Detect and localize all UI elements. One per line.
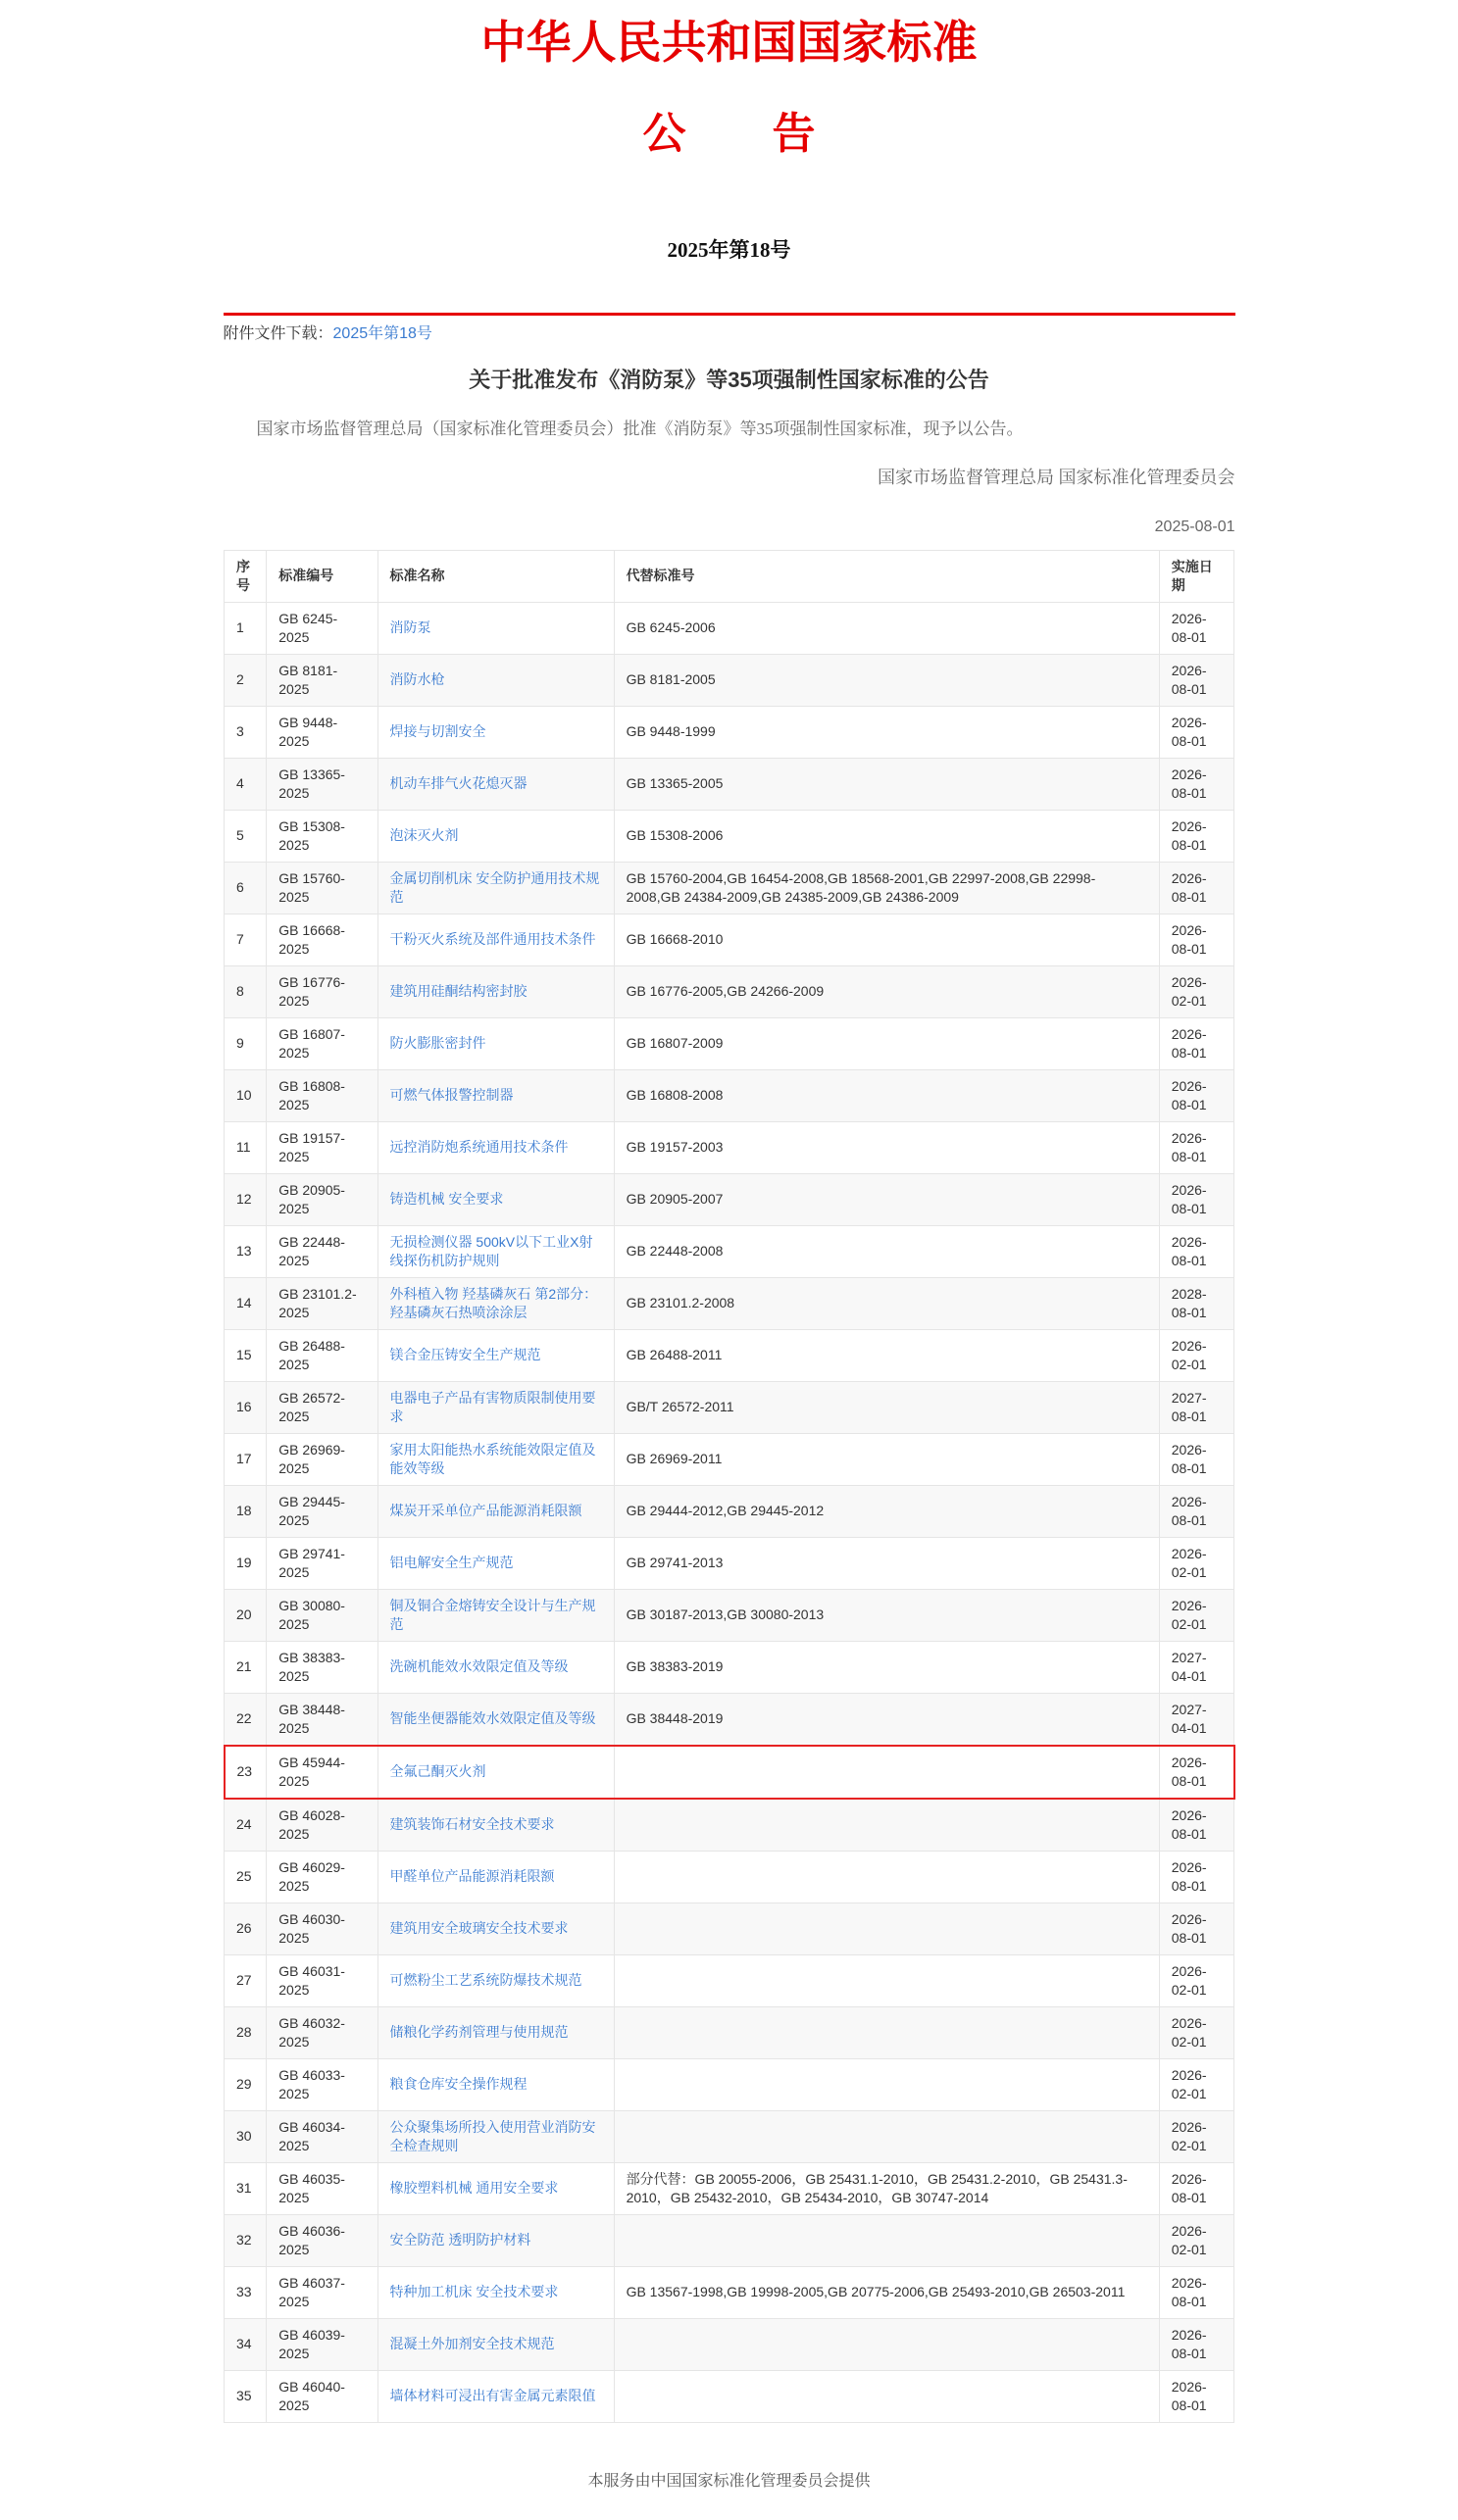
replaced-standards-cell: GB 13567-1998,GB 19998-2005,GB 20775-2006,GB 25493-2010,GB 26503-2011 xyxy=(614,2266,1159,2318)
row-index-cell: 31 xyxy=(225,2162,267,2214)
standard-name-cell xyxy=(377,2006,614,2058)
standard-code-cell: GB 46031-2025 xyxy=(267,1954,377,2006)
implementation-date-cell: 2026-08-01 xyxy=(1159,810,1233,862)
signature-date: 2025-08-01 xyxy=(1154,518,1235,535)
standard-code-cell: GB 30080-2025 xyxy=(267,1589,377,1641)
row-index-cell: 29 xyxy=(225,2058,267,2110)
standard-code-cell: GB 46033-2025 xyxy=(267,2058,377,2110)
replaced-standards-cell: GB 16668-2010 xyxy=(614,914,1159,965)
table-row xyxy=(225,2058,1234,2110)
standard-code-cell: GB 6245-2025 xyxy=(267,602,377,654)
implementation-date-cell: 2026-08-01 xyxy=(1159,654,1233,706)
implementation-date-cell: 2026-08-01 xyxy=(1159,2318,1233,2370)
standard-code-cell: GB 26488-2025 xyxy=(267,1329,377,1381)
replaced-standards-cell: GB 26969-2011 xyxy=(614,1433,1159,1485)
standard-name-link[interactable]: 家用太阳能热水系统能效限定值及能效等级 xyxy=(389,1441,596,1476)
standard-code-cell: GB 26969-2025 xyxy=(267,1433,377,1485)
table-row xyxy=(225,2162,1234,2214)
page-container xyxy=(224,0,1235,2520)
standard-code-cell: GB 16776-2025 xyxy=(267,965,377,1017)
header-index: 序号 xyxy=(225,550,267,602)
standard-name-cell xyxy=(377,1693,614,1746)
standard-name-link[interactable]: 混凝土外加剂安全技术规范 xyxy=(389,2336,555,2352)
table-row xyxy=(225,2318,1234,2370)
standard-name-link[interactable]: 粮食仓库安全操作规程 xyxy=(389,2076,528,2093)
replaced-standards-cell xyxy=(614,1851,1159,1902)
implementation-date-cell: 2026-08-01 xyxy=(1159,1746,1233,1799)
implementation-date-cell: 2026-08-01 xyxy=(1159,1433,1233,1485)
standard-code-cell: GB 46034-2025 xyxy=(267,2110,377,2162)
replaced-standards-cell: GB 19157-2003 xyxy=(614,1121,1159,1173)
table-row xyxy=(225,1173,1234,1225)
standard-name-link[interactable]: 可燃气体报警控制器 xyxy=(389,1087,514,1104)
replaced-standards-cell: GB 8181-2005 xyxy=(614,654,1159,706)
replaced-standards-cell xyxy=(614,2110,1159,2162)
standard-name-link[interactable]: 消防泵 xyxy=(389,619,431,636)
standard-name-cell xyxy=(377,1277,614,1329)
standard-name-cell xyxy=(377,1902,614,1954)
row-index-cell: 15 xyxy=(225,1329,267,1381)
header-implementation-date: 实施日期 xyxy=(1159,550,1233,602)
implementation-date-cell: 2026-02-01 xyxy=(1159,1589,1233,1641)
table-row xyxy=(225,2370,1234,2422)
implementation-date-cell: 2026-08-01 xyxy=(1159,1173,1233,1225)
row-index-cell: 32 xyxy=(225,2214,267,2266)
replaced-standards-cell xyxy=(614,2006,1159,2058)
replaced-standards-cell xyxy=(614,2318,1159,2370)
implementation-date-cell: 2026-08-01 xyxy=(1159,1485,1233,1537)
standard-code-cell: GB 46036-2025 xyxy=(267,2214,377,2266)
standard-code-cell: GB 46030-2025 xyxy=(267,1902,377,1954)
standard-name-cell xyxy=(377,758,614,810)
row-index-cell: 24 xyxy=(225,1799,267,1852)
table-row xyxy=(225,1277,1234,1329)
notice-body-paragraph: 国家市场监督管理总局（国家标准化管理委员会）批准《消防泵》等35项强制性国家标准，现予以公告。 xyxy=(256,419,1024,438)
standard-name-cell xyxy=(377,2266,614,2318)
row-index-cell: 26 xyxy=(225,1902,267,1954)
implementation-date-cell: 2026-02-01 xyxy=(1159,2058,1233,2110)
standard-name-cell xyxy=(377,2110,614,2162)
standard-name-link[interactable]: 机动车排气火花熄灭器 xyxy=(389,775,528,792)
standard-name-link[interactable]: 泡沫灭火剂 xyxy=(389,827,459,844)
standard-code-cell: GB 45944-2025 xyxy=(267,1746,377,1799)
replaced-standards-cell: GB 38448-2019 xyxy=(614,1693,1159,1746)
standard-name-link[interactable]: 墙体材料可浸出有害金属元素限值 xyxy=(389,2388,596,2404)
standard-name-cell xyxy=(377,2058,614,2110)
standard-name-link[interactable]: 无损检测仪器 500kV以下工业X射线探伤机防护规则 xyxy=(389,1233,593,1268)
replaced-standards-cell xyxy=(614,2058,1159,2110)
row-index-cell: 11 xyxy=(225,1121,267,1173)
row-index-cell: 6 xyxy=(225,862,267,914)
standard-name-cell xyxy=(377,654,614,706)
standard-name-link[interactable]: 煤炭开采单位产品能源消耗限额 xyxy=(389,1503,582,1519)
standard-code-cell: GB 38383-2025 xyxy=(267,1641,377,1693)
replaced-standards-cell: GB 9448-1999 xyxy=(614,706,1159,758)
standard-name-cell xyxy=(377,706,614,758)
table-row xyxy=(225,1746,1234,1799)
implementation-date-cell: 2026-08-01 xyxy=(1159,1902,1233,1954)
standard-name-link[interactable]: 洗碗机能效水效限定值及等级 xyxy=(389,1658,569,1675)
table-row xyxy=(225,1693,1234,1746)
replaced-standards-cell: GB 15760-2004,GB 16454-2008,GB 18568-2001,GB 22997-2008,GB 22998-2008,GB 24384-2009,GB 24385-2009,GB 24386-2009 xyxy=(614,862,1159,914)
row-index-cell: 25 xyxy=(225,1851,267,1902)
standard-code-cell: GB 8181-2025 xyxy=(267,654,377,706)
standard-name-link[interactable]: 建筑装饰石材安全技术要求 xyxy=(389,1816,555,1833)
implementation-date-cell: 2026-08-01 xyxy=(1159,602,1233,654)
issuing-authority-signature: 国家市场监督管理总局 国家标准化管理委员会 xyxy=(878,467,1235,487)
standard-name-link[interactable]: 消防水枪 xyxy=(389,671,445,688)
table-row xyxy=(225,1069,1234,1121)
standard-name-cell xyxy=(377,1381,614,1433)
row-index-cell: 34 xyxy=(225,2318,267,2370)
implementation-date-cell: 2026-08-01 xyxy=(1159,2370,1233,2422)
implementation-date-cell: 2026-08-01 xyxy=(1159,1017,1233,1069)
standard-code-cell: GB 22448-2025 xyxy=(267,1225,377,1277)
implementation-date-cell: 2026-08-01 xyxy=(1159,1225,1233,1277)
implementation-date-cell: 2027-04-01 xyxy=(1159,1693,1233,1746)
standard-code-cell: GB 16807-2025 xyxy=(267,1017,377,1069)
standard-name-link[interactable]: 公众聚集场所投入使用营业消防安全检查规则 xyxy=(389,2118,596,2153)
implementation-date-cell: 2026-08-01 xyxy=(1159,914,1233,965)
standard-code-cell: GB 29445-2025 xyxy=(267,1485,377,1537)
table-row xyxy=(225,2214,1234,2266)
row-index-cell: 33 xyxy=(225,2266,267,2318)
replaced-standards-cell: GB 23101.2-2008 xyxy=(614,1277,1159,1329)
standard-name-link[interactable]: 铜及铜合金熔铸安全设计与生产规范 xyxy=(389,1597,596,1632)
standard-code-cell: GB 15760-2025 xyxy=(267,862,377,914)
table-row xyxy=(225,2006,1234,2058)
standard-name-link[interactable]: 焊接与切割安全 xyxy=(389,723,486,740)
row-index-cell: 19 xyxy=(225,1537,267,1589)
standard-name-link[interactable]: 电器电子产品有害物质限制使用要求 xyxy=(389,1389,596,1424)
standard-name-cell xyxy=(377,1173,614,1225)
standard-name-cell xyxy=(377,1017,614,1069)
standard-code-cell: GB 13365-2025 xyxy=(267,758,377,810)
standard-name-cell xyxy=(377,1485,614,1537)
standard-name-cell xyxy=(377,1329,614,1381)
row-index-cell: 5 xyxy=(225,810,267,862)
row-index-cell: 14 xyxy=(225,1277,267,1329)
implementation-date-cell: 2026-08-01 xyxy=(1159,1851,1233,1902)
attachment-download-link[interactable]: 2025年第18号 xyxy=(332,324,432,342)
replaced-standards-cell: 部分代替：GB 20055-2006，GB 25431.1-2010，GB 25431.2-2010，GB 25431.3-2010，GB 25432-2010，GB 25434-2010，GB 30747-2014 xyxy=(614,2162,1159,2214)
doc-subtitle-announcement: 公 告 xyxy=(642,109,816,158)
standards-table xyxy=(224,550,1235,2423)
replaced-standards-cell xyxy=(614,1799,1159,1852)
row-index-cell: 7 xyxy=(225,914,267,965)
standard-name-cell xyxy=(377,2214,614,2266)
table-row xyxy=(225,602,1234,654)
table-row xyxy=(225,2266,1234,2318)
standard-name-link[interactable]: 建筑用硅酮结构密封胶 xyxy=(389,983,528,1000)
row-index-cell: 30 xyxy=(225,2110,267,2162)
table-header-row xyxy=(225,550,1234,602)
table-row xyxy=(225,1641,1234,1693)
row-index-cell: 17 xyxy=(225,1433,267,1485)
standard-name-link[interactable]: 储粮化学药剂管理与使用规范 xyxy=(389,2024,569,2041)
replaced-standards-cell xyxy=(614,1902,1159,1954)
table-row xyxy=(225,1589,1234,1641)
standard-code-cell: GB 46037-2025 xyxy=(267,2266,377,2318)
replaced-standards-cell xyxy=(614,2370,1159,2422)
table-row xyxy=(225,810,1234,862)
table-row xyxy=(225,1329,1234,1381)
row-index-cell: 28 xyxy=(225,2006,267,2058)
table-row xyxy=(225,862,1234,914)
row-index-cell: 9 xyxy=(225,1017,267,1069)
implementation-date-cell: 2026-02-01 xyxy=(1159,2110,1233,2162)
implementation-date-cell: 2026-02-01 xyxy=(1159,965,1233,1017)
standard-code-cell: GB 20905-2025 xyxy=(267,1173,377,1225)
implementation-date-cell: 2026-08-01 xyxy=(1159,758,1233,810)
table-row xyxy=(225,1381,1234,1433)
row-index-cell: 21 xyxy=(225,1641,267,1693)
standard-name-link[interactable]: 干粉灭火系统及部件通用技术条件 xyxy=(389,931,596,948)
table-row xyxy=(225,1225,1234,1277)
header-standard-name: 标准名称 xyxy=(377,550,614,602)
table-row xyxy=(225,706,1234,758)
standard-code-cell: GB 29741-2025 xyxy=(267,1537,377,1589)
row-index-cell: 22 xyxy=(225,1693,267,1746)
standard-name-cell xyxy=(377,965,614,1017)
standard-code-cell: GB 46029-2025 xyxy=(267,1851,377,1902)
standard-name-cell xyxy=(377,2318,614,2370)
standard-code-cell: GB 46028-2025 xyxy=(267,1799,377,1852)
standard-name-link[interactable]: 铝电解安全生产规范 xyxy=(389,1555,514,1571)
standard-name-cell xyxy=(377,1799,614,1852)
standard-code-cell: GB 46035-2025 xyxy=(267,2162,377,2214)
standard-name-link[interactable]: 镁合金压铸安全生产规范 xyxy=(389,1347,541,1363)
standard-code-cell: GB 16808-2025 xyxy=(267,1069,377,1121)
table-row xyxy=(225,2110,1234,2162)
standard-name-link[interactable]: 橡胶塑料机械 通用安全要求 xyxy=(389,2180,559,2197)
implementation-date-cell: 2026-02-01 xyxy=(1159,1954,1233,2006)
footer-note: 本服务由中国国家标准化管理委员会提供 xyxy=(587,2472,871,2490)
standard-name-link[interactable]: 甲醛单位产品能源消耗限额 xyxy=(389,1868,555,1885)
standard-name-link[interactable]: 可燃粉尘工艺系统防爆技术规范 xyxy=(389,1972,582,1989)
standard-code-cell: GB 46039-2025 xyxy=(267,2318,377,2370)
replaced-standards-cell: GB 30187-2013,GB 30080-2013 xyxy=(614,1589,1159,1641)
implementation-date-cell: 2026-08-01 xyxy=(1159,1799,1233,1852)
row-index-cell: 4 xyxy=(225,758,267,810)
standard-name-link[interactable]: 特种加工机床 安全技术要求 xyxy=(389,2284,559,2300)
row-index-cell: 27 xyxy=(225,1954,267,2006)
standard-name-cell xyxy=(377,1954,614,2006)
row-index-cell: 8 xyxy=(225,965,267,1017)
replaced-standards-cell: GB 16808-2008 xyxy=(614,1069,1159,1121)
row-index-cell: 20 xyxy=(225,1589,267,1641)
table-row xyxy=(225,1433,1234,1485)
implementation-date-cell: 2027-04-01 xyxy=(1159,1641,1233,1693)
implementation-date-cell: 2026-02-01 xyxy=(1159,1537,1233,1589)
standard-name-link[interactable]: 建筑用安全玻璃安全技术要求 xyxy=(389,1920,569,1937)
header-replaced-standards: 代替标准号 xyxy=(614,550,1159,602)
replaced-standards-cell: GB 38383-2019 xyxy=(614,1641,1159,1693)
standard-name-link[interactable]: 智能坐便器能效水效限定值及等级 xyxy=(389,1710,596,1727)
replaced-standards-cell: GB 6245-2006 xyxy=(614,602,1159,654)
attachment-download-line xyxy=(224,322,1235,346)
replaced-standards-cell: GB 16776-2005,GB 24266-2009 xyxy=(614,965,1159,1017)
standard-name-cell xyxy=(377,1225,614,1277)
replaced-standards-cell: GB 20905-2007 xyxy=(614,1173,1159,1225)
implementation-date-cell: 2026-08-01 xyxy=(1159,1121,1233,1173)
notice-title: 关于批准发布《消防泵》等35项强制性国家标准的公告 xyxy=(469,367,989,392)
standard-name-link[interactable]: 外科植入物 羟基磷灰石 第2部分：羟基磷灰石热喷涂涂层 xyxy=(389,1285,598,1320)
row-index-cell: 3 xyxy=(225,706,267,758)
row-index-cell: 13 xyxy=(225,1225,267,1277)
table-row xyxy=(225,1902,1234,1954)
implementation-date-cell: 2026-02-01 xyxy=(1159,2006,1233,2058)
implementation-date-cell: 2026-02-01 xyxy=(1159,2214,1233,2266)
red-divider xyxy=(224,313,1235,316)
replaced-standards-cell: GB 16807-2009 xyxy=(614,1017,1159,1069)
row-index-cell: 1 xyxy=(225,602,267,654)
row-index-cell: 23 xyxy=(225,1746,267,1799)
standard-name-cell xyxy=(377,1121,614,1173)
implementation-date-cell: 2026-08-01 xyxy=(1159,862,1233,914)
implementation-date-cell: 2026-08-01 xyxy=(1159,706,1233,758)
standard-code-cell: GB 46032-2025 xyxy=(267,2006,377,2058)
table-row xyxy=(225,1799,1234,1852)
standard-name-link[interactable]: 铸造机械 安全要求 xyxy=(389,1191,504,1208)
standard-code-cell: GB 26572-2025 xyxy=(267,1381,377,1433)
standard-name-link[interactable]: 金属切削机床 安全防护通用技术规范 xyxy=(389,869,600,905)
issue-number: 2025年第18号 xyxy=(667,237,791,262)
standard-name-cell xyxy=(377,1537,614,1589)
standard-code-cell: GB 15308-2025 xyxy=(267,810,377,862)
standard-code-cell: GB 19157-2025 xyxy=(267,1121,377,1173)
standard-name-cell xyxy=(377,1746,614,1799)
row-index-cell: 18 xyxy=(225,1485,267,1537)
table-row xyxy=(225,914,1234,965)
table-row xyxy=(225,1537,1234,1589)
replaced-standards-cell: GB 22448-2008 xyxy=(614,1225,1159,1277)
replaced-standards-cell: GB 26488-2011 xyxy=(614,1329,1159,1381)
standard-name-cell xyxy=(377,1433,614,1485)
standard-code-cell: GB 9448-2025 xyxy=(267,706,377,758)
table-row xyxy=(225,1017,1234,1069)
table-row xyxy=(225,1954,1234,2006)
standard-name-cell xyxy=(377,1589,614,1641)
replaced-standards-cell xyxy=(614,1746,1159,1799)
standard-name-cell xyxy=(377,810,614,862)
doc-title: 中华人民共和国国家标准 xyxy=(480,18,978,68)
row-index-cell: 35 xyxy=(225,2370,267,2422)
header-standard-code: 标准编号 xyxy=(267,550,377,602)
standard-name-cell xyxy=(377,914,614,965)
row-index-cell: 2 xyxy=(225,654,267,706)
table-row xyxy=(225,758,1234,810)
implementation-date-cell: 2026-08-01 xyxy=(1159,2266,1233,2318)
replaced-standards-cell: GB 15308-2006 xyxy=(614,810,1159,862)
standard-name-cell xyxy=(377,602,614,654)
standard-name-cell xyxy=(377,1069,614,1121)
replaced-standards-cell xyxy=(614,1954,1159,2006)
implementation-date-cell: 2026-08-01 xyxy=(1159,2162,1233,2214)
standard-name-cell xyxy=(377,862,614,914)
table-row xyxy=(225,1485,1234,1537)
replaced-standards-cell: GB 29741-2013 xyxy=(614,1537,1159,1589)
table-row xyxy=(225,1121,1234,1173)
standard-code-cell: GB 23101.2-2025 xyxy=(267,1277,377,1329)
implementation-date-cell: 2028-08-01 xyxy=(1159,1277,1233,1329)
standard-code-cell: GB 46040-2025 xyxy=(267,2370,377,2422)
table-row xyxy=(225,1851,1234,1902)
replaced-standards-cell: GB 13365-2005 xyxy=(614,758,1159,810)
standard-name-link[interactable]: 远控消防炮系统通用技术条件 xyxy=(389,1139,569,1156)
row-index-cell: 12 xyxy=(225,1173,267,1225)
table-row xyxy=(225,654,1234,706)
table-row xyxy=(225,965,1234,1017)
replaced-standards-cell xyxy=(614,2214,1159,2266)
implementation-date-cell: 2027-08-01 xyxy=(1159,1381,1233,1433)
implementation-date-cell: 2026-02-01 xyxy=(1159,1329,1233,1381)
replaced-standards-cell: GB/T 26572-2011 xyxy=(614,1381,1159,1433)
implementation-date-cell: 2026-08-01 xyxy=(1159,1069,1233,1121)
standard-name-cell xyxy=(377,2162,614,2214)
standard-code-cell: GB 16668-2025 xyxy=(267,914,377,965)
standard-name-cell xyxy=(377,2370,614,2422)
row-index-cell: 10 xyxy=(225,1069,267,1121)
standard-name-link[interactable]: 安全防范 透明防护材料 xyxy=(389,2232,531,2248)
replaced-standards-cell: GB 29444-2012,GB 29445-2012 xyxy=(614,1485,1159,1537)
standard-name-cell xyxy=(377,1851,614,1902)
row-index-cell: 16 xyxy=(225,1381,267,1433)
standard-name-link[interactable]: 防火膨胀密封件 xyxy=(389,1035,486,1052)
attachment-label: 附件文件下载： xyxy=(223,324,333,342)
standard-code-cell: GB 38448-2025 xyxy=(267,1693,377,1746)
standard-name-cell xyxy=(377,1641,614,1693)
standard-name-link[interactable]: 全氟己酮灭火剂 xyxy=(389,1763,486,1780)
